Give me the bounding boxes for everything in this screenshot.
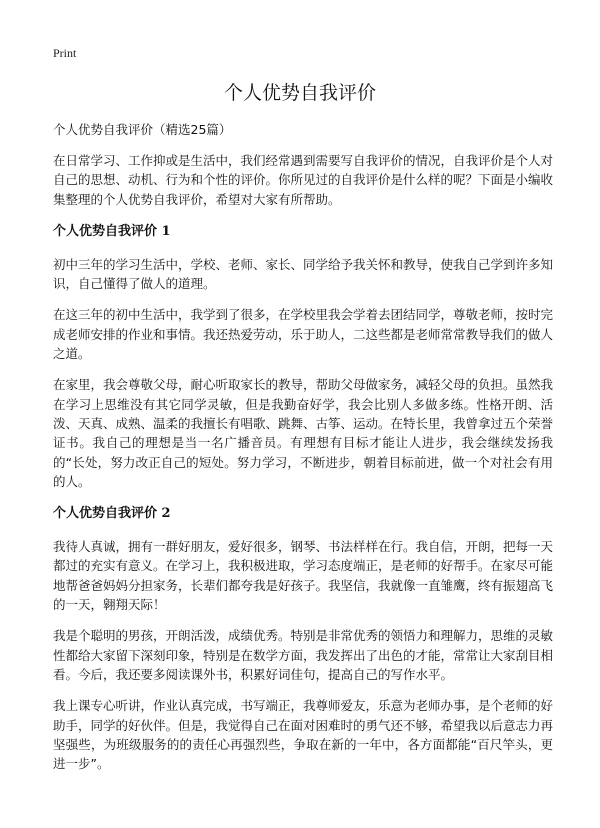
section-2-paragraph-3: 我上课专心听讲，作业认真完成，书写端正，我尊师爱友，乐意为老师办事，是个老师的好助手，同学的好伙伴。但是，我觉得自己在面对困难时的勇气还不够，希望我以后意志力再坚强些，为班级服务的的责任心再强烈些，争取在新的一年中，各方面都能“百尺竿头，更进一步”。 [53,698,554,772]
print-link[interactable]: Print [53,46,77,60]
article-body [53,120,553,785]
page-title: 个人优势自我评价 [223,82,376,104]
section-1-paragraph-1: 初中三年的学习生活中，学校、老师、家长、同学给予我关怀和教导，使我自己学到许多知识，自己懂得了做人的道理。 [53,256,554,292]
intro-paragraph: 在日常学习、工作抑或是生活中，我们经常遇到需要写自我评价的情况，自我评价是个人对自己的思想、动机、行为和个性的评价。你所见过的自我评价是什么样的呢？下面是小编收集整理的个人优势自我评价，希望对大家有所帮助。 [53,153,554,207]
article-subtitle: 个人优势自我评价（精选25篇） [53,122,232,137]
section-1-paragraph-2: 在这三年的初中生活中，我学到了很多，在学校里我会学着去团结同学，尊敬老师，按时完成老师安排的作业和事情。我还热爱劳动，乐于助人，二这些都是老师常常教导我们的做人之道。 [53,307,554,362]
section-2-paragraph-2: 我是个聪明的男孩，开朗活泼，成绩优秀。特别是非常优秀的领悟力和理解力，思维的灵敏性都给大家留下深刻印象，特别是在数学方面，我发挥出了出色的才能，常常让大家刮目相看。今后，我还要多阅读课外书，积累好词佳句，提高自己的写作水平。 [53,628,554,682]
section-1-heading: 个人优势自我评价 1 [53,223,171,239]
section-2-paragraph-1: 我待人真诚，拥有一群好朋友，爱好很多，钢琴、书法样样在行。我自信，开朗，把每一天都过的充实有意义。在学习上，我积极进取，学习态度端正，是老师的好帮手。在家尽可能地帮爸爸妈妈分担家务，长辈们都夸我是好孩子。我坚信，我就像一直雏鹰，终有振翅高飞的一天，翱翔天际！ [53,539,554,613]
section-1-paragraph-3: 在家里，我会尊敬父母，耐心听取家长的教导，帮助父母做家务，减轻父母的负担。虽然我在学习上思维没有其它同学灵敏，但是我勤奋好学，我会比别人多做多练。性格开朗、活泼、天真、成熟、温柔的我擅长有唱歌、跳舞、古筝、运动。在特长里，我曾拿过五个荣誉证书。我自己的理想是当一名广播音员。有理想有目标才能让人进步，我会继续发扬我的“长处，努力改正自己的短处。努力学习，不断进步，朝着目标前进，做一个对社会有用的人。 [53,377,554,489]
section-2-heading: 个人优势自我评价 2 [53,506,171,522]
